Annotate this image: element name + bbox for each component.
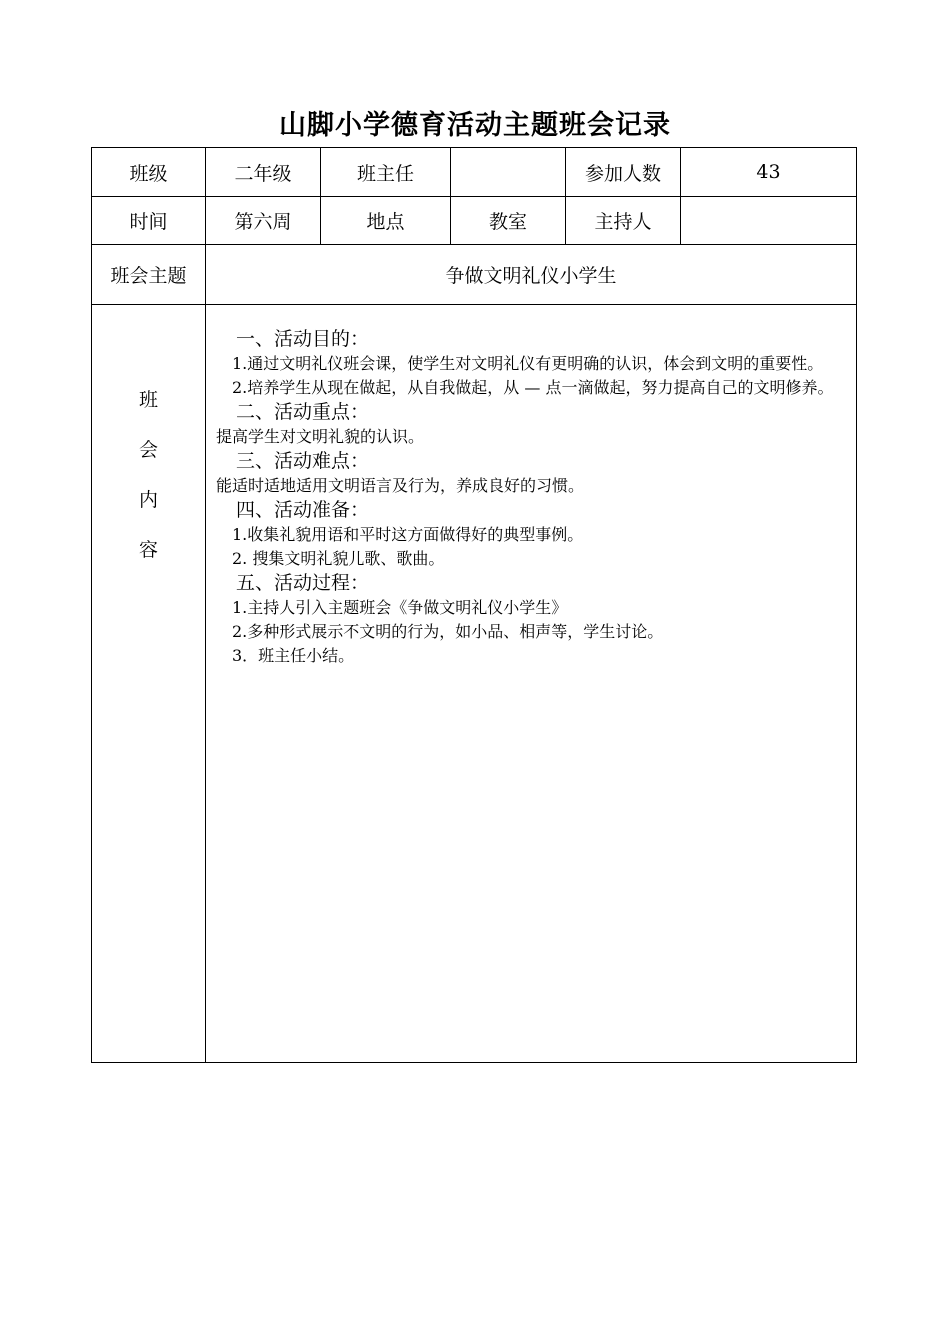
table-row (92, 245, 857, 305)
time-value: 第六周 (206, 197, 321, 245)
table-row (92, 305, 857, 1063)
content-paragraph: 能适时适地适用文明语言及行为，养成良好的习惯。 (216, 476, 585, 495)
content-label-char: 容 (138, 539, 158, 561)
content-paragraph: 3．班主任小结。 (232, 646, 355, 665)
teacher-label: 班主任 (321, 148, 451, 197)
content-label (92, 305, 206, 1063)
content-label-char: 会 (138, 439, 158, 461)
record-table (91, 147, 857, 1063)
content-label-char: 内 (138, 489, 158, 511)
host-value (681, 197, 857, 245)
count-label: 参加人数 (566, 148, 681, 197)
theme-value: 争做文明礼仪小学生 (206, 245, 857, 305)
count-value: 43 (681, 148, 857, 197)
host-label: 主持人 (566, 197, 681, 245)
content-paragraph: 1.收集礼貌用语和平时这方面做得好的典型事例。 (232, 525, 584, 544)
section-heading: 三、活动难点： (236, 450, 370, 472)
content-label-char: 班 (138, 389, 158, 411)
content-paragraph: 1.主持人引入主题班会《争做文明礼仪小学生》 (232, 598, 568, 617)
class-label: 班级 (92, 148, 206, 197)
content-paragraph: 1.通过文明礼仪班会课，使学生对文明礼仪有更明确的认识，体会到文明的重要性。 (232, 354, 824, 373)
table-row (92, 148, 857, 197)
content-paragraph: 2. 搜集文明礼貌儿歌、歌曲。 (232, 549, 445, 568)
content-paragraph: 2.多种形式展示不文明的行为，如小品、相声等，学生讨论。 (232, 622, 664, 641)
content-paragraph: 2.培养学生从现在做起，从自我做起，从 — 点一滴做起，努力提高自己的文明修养。 (232, 378, 834, 397)
section-heading: 一、活动目的： (236, 328, 370, 350)
page-title: 山脚小学德育活动主题班会记录 (279, 110, 671, 141)
section-heading: 五、活动过程： (236, 572, 370, 594)
place-label: 地点 (321, 197, 451, 245)
section-heading: 四、活动准备： (236, 499, 370, 521)
place-value: 教室 (451, 197, 566, 245)
class-value: 二年级 (206, 148, 321, 197)
content-paragraph: 提高学生对文明礼貌的认识。 (216, 427, 425, 446)
content-cell (206, 305, 857, 1063)
teacher-value (451, 148, 566, 197)
section-heading: 二、活动重点： (236, 401, 370, 423)
table-row (92, 197, 857, 245)
theme-label: 班会主题 (92, 245, 206, 305)
time-label: 时间 (92, 197, 206, 245)
